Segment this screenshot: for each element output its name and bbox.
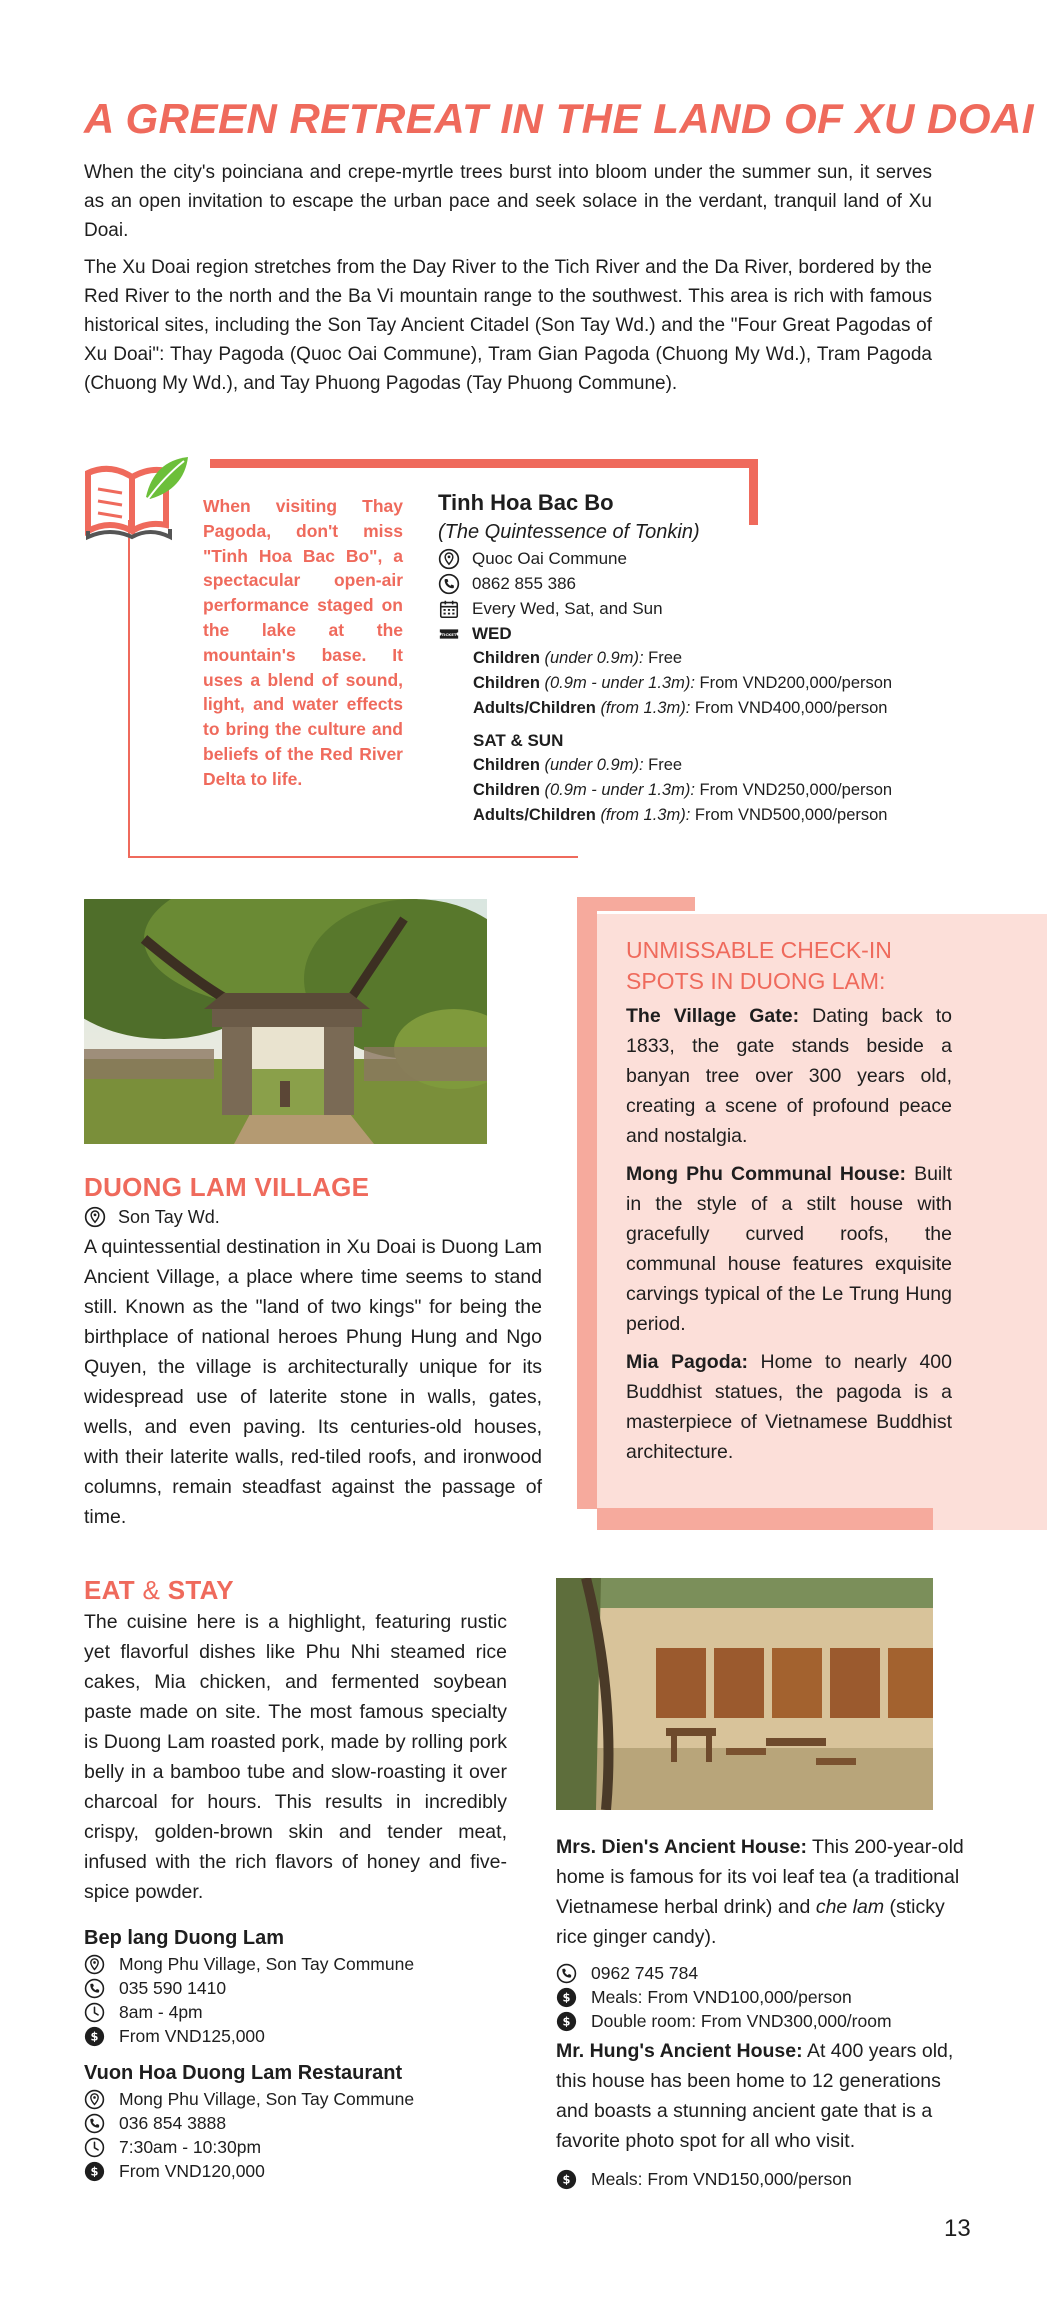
show-phone: 0862 855 386 — [438, 571, 958, 596]
location-pin-icon — [438, 548, 460, 570]
mr-hung-house: Mr. Hung's Ancient House: At 400 years old, this house has been home to 12 generations and boasts a stunning ancient gate that is a favorite photo spot for all who visit. — [556, 2040, 954, 2152]
price-row: Children (0.9m - under 1.3m): From VND250,000/person — [473, 781, 893, 800]
page-title: A GREEN RETREAT IN THE LAND OF XU DOAI — [84, 95, 1035, 142]
village-gate-photo — [84, 899, 487, 1144]
side-note: When visiting Thay Pagoda, don't miss "Tinh Hoa Bac Bo", a spectacular open-air performance staged on the lake at the mountain's base. It uses a blend of sound, light, and water effects to bring the culture and beliefs of the Red River Delta to life. — [203, 496, 403, 789]
book-leaf-icon — [84, 455, 190, 541]
phone-icon — [84, 2113, 105, 2134]
duong-lam-location: Son Tay Wd. — [84, 1206, 220, 1228]
checkin-box-accent — [597, 1508, 933, 1530]
phone-icon — [438, 573, 460, 595]
mrs-dien-phone: 0962 745 784 — [556, 1961, 976, 1985]
ticket-icon — [438, 623, 460, 645]
venue-name: Bep lang Duong Lam — [84, 1927, 284, 1949]
weekend-prices — [473, 720, 958, 827]
clock-icon — [84, 2002, 105, 2023]
price-row: Adults/Children (from 1.3m): From VND500,000/person — [473, 805, 888, 824]
location-pin-icon — [84, 2089, 105, 2110]
price-row: Children (0.9m - under 1.3m): From VND200,000/person — [473, 673, 893, 692]
intro-paragraph: The Xu Doai region stretches from the Day River to the Tich River and the Da River, bordered by the Red River to the north and the Ba Vi mountain range to the southwest. This area is rich with famous historical sites, including the Son Tay Ancient Citadel (Son Tay Wd.) and the "Four Great Pagodas of Xu Doai": Thay Pagoda (Quoc Oai Commune), Tram Gian Pagoda (Chuong My Wd.), Tram Pagoda (Chuong My Wd.), and Tay Phuong Pagodas (Tay Phuong Commune). — [84, 257, 932, 394]
duong-lam-body: A quintessential destination in Xu Doai is Duong Lam Ancient Village, a place where time seems to stand still. Known as the "land of two kings" for being the birthplace of national heroes Phung Hung and Ngo Quyen, the village is architecturally unique for its widespread use of laterite stone in walls, gates, wells, and even paving. Its centuries-old houses, with their laterite walls, red-tiled roofs, and ironwood columns, remain steadfast against the passage of time. — [84, 1236, 542, 1528]
box-border-top — [210, 459, 758, 468]
intro-paragraph: When the city's poinciana and crepe-myrtle trees burst into bloom under the summer sun, it serves as an open invitation to escape the urban pace and seek solace in the verdant, tranquil land of Xu Doai. — [84, 162, 932, 241]
venue-bep-lang — [84, 1924, 524, 2048]
show-subtitle: (The Quintessence of Tonkin) — [438, 521, 700, 543]
svg-text:TICKET: TICKET — [441, 631, 457, 637]
mr-hung-details — [556, 2167, 976, 2191]
venue-name: Vuon Hoa Duong Lam Restaurant — [84, 2062, 403, 2084]
price-row: Adults/Children (from 1.3m): From VND400,000/person — [473, 698, 888, 717]
venue-vuon-hoa — [84, 2059, 524, 2183]
show-name: Tinh Hoa Bac Bo — [438, 490, 614, 515]
page-number: 13 — [944, 2215, 971, 2242]
wed-prices — [473, 646, 958, 720]
mrs-dien-meals: Meals: From VND100,000/person — [556, 1985, 976, 2009]
box-border-left — [128, 520, 130, 858]
venue-hours: 8am - 4pm — [84, 2000, 524, 2024]
venue-price: From VND125,000 — [84, 2024, 524, 2048]
venue-phone: 035 590 1410 — [84, 1976, 524, 2000]
checkin-spot: Mong Phu Communal House: Built in the style of a stilt house with gracefully curved roofs, the communal house features exquisite carvings typical of the Le Trung Hung period. — [626, 1163, 953, 1335]
location-pin-icon — [84, 1954, 105, 1975]
venue-address: Mong Phu Village, Son Tay Commune — [84, 1952, 524, 1976]
money-icon — [556, 1987, 577, 2008]
money-icon — [84, 2026, 105, 2047]
money-icon — [556, 2169, 577, 2190]
eat-stay-body: The cuisine here is a highlight, featuring rustic yet flavorful dishes like Phu Nhi steamed rice cakes, Mia chicken, and fermented soybean paste made on site. The most famous specialty is Duong Lam roasted pork, made by rolling pork belly in a bamboo tube and slow-roasting it over charcoal for hours. This results in incredibly crispy, golden-brown skin and tender meat, infused with the rich flavors of honey and five-spice powder. — [84, 1611, 507, 1903]
show-ticket-day: TICKET WED — [438, 621, 958, 646]
venue-hours: 7:30am - 10:30pm — [84, 2135, 524, 2159]
checkin-spots — [626, 1001, 952, 1475]
checkin-spot: Mia Pagoda: Home to nearly 400 Buddhist statues, the pagoda is a masterpiece of Vietnamese Buddhist architecture. — [626, 1351, 952, 1463]
intro-text — [84, 158, 932, 406]
eat-stay-heading: EAT & STAY — [84, 1575, 234, 1605]
checkin-spot: The Village Gate: Dating back to 1833, the gate stands beside a banyan tree over 300 years old, creating a scene of profound peace and nostalgia. — [626, 1005, 953, 1147]
venue-price: From VND120,000 — [84, 2159, 524, 2183]
clock-icon — [84, 2137, 105, 2158]
mrs-dien-room: Double room: From VND300,000/room — [556, 2009, 976, 2033]
mr-hung-meals: Meals: From VND150,000/person — [556, 2167, 976, 2191]
show-location: Quoc Oai Commune — [438, 546, 958, 571]
box-border-bottom — [128, 856, 578, 858]
phone-icon — [556, 1963, 577, 1984]
calendar-icon — [438, 598, 460, 620]
checkin-title: UNMISSABLE CHECK-IN SPOTS IN DUONG LAM: — [626, 937, 892, 994]
location-pin-icon — [84, 1206, 106, 1228]
price-row: Children (under 0.9m): Free — [473, 756, 683, 775]
ancient-house-photo — [556, 1578, 933, 1810]
checkin-box-accent — [577, 897, 597, 1509]
phone-icon — [84, 1978, 105, 1999]
mrs-dien-house: Mrs. Dien's Ancient House: This 200-year-old home is famous for its voi leaf tea (a traditional Vietnamese herbal drink) and che lam (sticky rice ginger candy). — [556, 1836, 964, 1948]
weekend-label: SAT & SUN — [473, 731, 564, 751]
venue-phone: 036 854 3888 — [84, 2111, 524, 2135]
price-row: Children (under 0.9m): Free — [473, 649, 683, 667]
duong-lam-heading: DUONG LAM VILLAGE — [84, 1172, 370, 1202]
show-info — [438, 488, 958, 828]
show-schedule: Every Wed, Sat, and Sun — [438, 596, 958, 621]
money-icon — [556, 2011, 577, 2032]
mrs-dien-details — [556, 1961, 976, 2033]
venue-address: Mong Phu Village, Son Tay Commune — [84, 2087, 524, 2111]
money-icon — [84, 2161, 105, 2182]
